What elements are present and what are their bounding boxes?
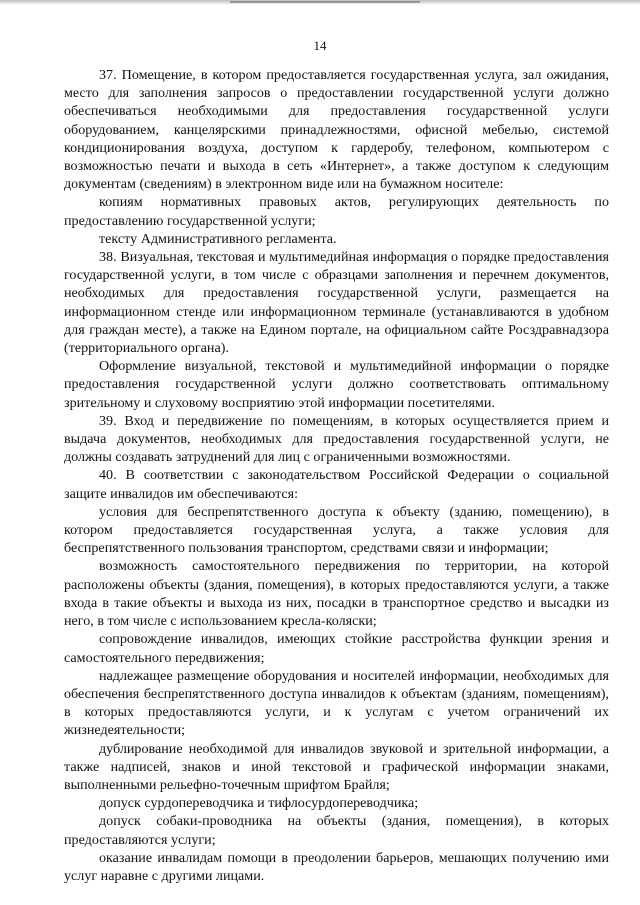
document-body	[64, 66, 609, 885]
list-item-access-conditions: условия для беспрепятственного доступа к объекту (зданию, помещению), в котором предоставляется государственная услуга, а также условия для беспрепятственного пользования транспортом, средствами связи и информации;	[64, 503, 609, 557]
list-item-guide-dog: допуск собаки-проводника на объекты (здания, помещения), в которых предоставляются услуги;	[64, 813, 609, 848]
page-number: 14	[313, 38, 327, 53]
paragraph-38: 38. Визуальная, текстовая и мультимедийная информация о порядке предоставления государственной услуги, в том числе с образцами заполнения и перечнем документов, необходимых для предоставления государственной услуги, размещается на информационном стенде или информационном терминале (устанавливаются в удобном для граждан месте), а также на Едином портале, на официальном сайте Росздравнадзора (территориального органа).	[64, 249, 609, 357]
paragraph-37: 37. Помещение, в котором предоставляется государственная услуга, зал ожидания, место для заполнения запросов о предоставлении государственной услуги должно обеспечиваться необходимыми для предоставления государственной услуги оборудованием, канцелярскими принадлежностями, офисной мебелью, системой кондиционирования воздуха, доступом к гардеробу, телефоном, компьютером с возможностью печати и выхода в сеть «Интернет», а также доступом к следующим документам (сведениям) в электронном виде или на бумажном носителе:	[64, 67, 609, 193]
list-item-escort: сопровождение инвалидов, имеющих стойкие расстройства функции зрения и самостоятельного передвижения;	[64, 631, 609, 666]
list-item-equipment-placement: надлежащее размещение оборудования и носителей информации, необходимых для обеспечения беспрепятственного доступа инвалидов к объектам (зданиям, помещениям), в которых предоставляются услуги, и к услугам с учетом ограничений их жизнедеятельности;	[64, 667, 609, 739]
list-item-braille-duplication: дублирование необходимой для инвалидов звуковой и зрительной информации, а также надписей, знаков и иной текстовой и графической информации знаками, выполненными рельефно-точечным шрифтом Брайля;	[64, 740, 609, 793]
paragraph-design-info: Оформление визуальной, текстовой и мультимедийной информации о порядке предоставления государственной услуги должно соответствовать оптимальному зрительному и слуховому восприятию этой информации посетителями.	[64, 358, 609, 411]
list-item-interpreter-access: допуск сурдопереводчика и тифлосурдопереводчика;	[99, 795, 419, 812]
list-item-copies: копиям нормативных правовых актов, регулирующих деятельность по предоставлению государственной услуги;	[64, 194, 609, 229]
list-item-barrier-assistance: оказание инвалидам помощи в преодолении барьеров, мешающих получению ими услуг наравне с другими лицами.	[64, 849, 609, 884]
paragraph-39: 39. Вход и передвижение по помещениям, в которых осуществляется прием и выдача документов, необходимых для предоставления государственной услуги, не должны создавать затруднений для лиц с ограниченными возможностями.	[64, 412, 609, 466]
scan-mark	[230, 1, 420, 3]
list-item-regulation-text: тексту Административного регламента.	[99, 230, 337, 247]
paragraph-40: 40. В соответствии с законодательством Российской Федерации о социальной защите инвалидов им обеспечиваются:	[64, 467, 609, 502]
list-item-independent-movement: возможность самостоятельного передвижения по территории, на которой расположены объекты (здания, помещения), в которых предоставляются услуги, а также входа в такие объекты и выхода из них, посадки в транспортное средство и высадки из него, в том числе с использованием кресла-коляски;	[64, 558, 609, 630]
